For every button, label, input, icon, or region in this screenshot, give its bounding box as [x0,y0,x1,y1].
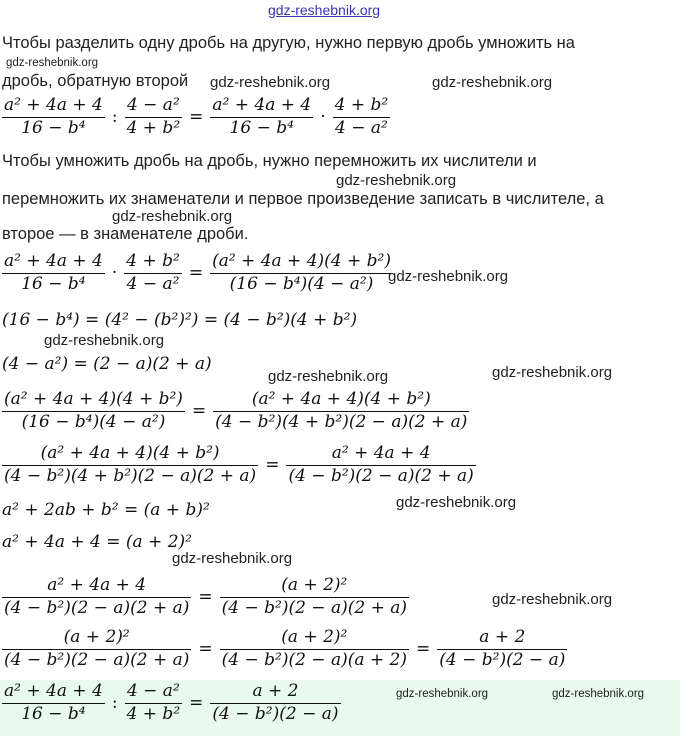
rule-multiply-line-1: Чтобы умножить дробь на дробь, нужно перемножить их числители и [2,152,537,170]
watermark: gdz-reshebnik.org [552,688,645,700]
watermark: gdz-reshebnik.org [268,368,389,385]
fraction-second: $\frac{\text{4 − a²}}{\text{4 + b²}}$ [126,95,181,138]
watermark: gdz-reshebnik.org [492,364,613,381]
equation-factor-a: (4 − a²) = (2 − a)(2 + a) [2,354,212,374]
watermark: gdz-reshebnik.org [388,268,509,285]
watermark: gdz-reshebnik.org [336,172,457,189]
watermark: gdz-reshebnik.org [210,74,331,91]
equation-product: $\frac{\text{a² + 4a + 4}}{\text{16 − b⁴}}$ · $\frac{\text{4 + b²}}{\text{4 − a²}}$ = $\frac{\text{(a² + 4a + 4)(4 + b²)}}{\text{(16 − b⁴)(4 − a²)}}$ [4,251,391,294]
watermark: gdz-reshebnik.org [112,208,233,225]
equation-identity: a² + 2ab + b² = (a + b)² [2,500,210,520]
watermark: gdz-reshebnik.org [172,550,293,567]
rule-divide-line-1: Чтобы разделить одну дробь на другую, нужно первую дробь умножить на [2,34,575,52]
equation-division-to-multiplication: $\frac{\text{a² + 4a + 4}}{\text{16 − b⁴}}$ : $\frac{\text{4 − a²}}{\text{4 + b²}}$ = $\frac{\text{a² + 4a + 4}}{\text{16 − b⁴}}$ · $\frac{\text{4 + b²}}{\text{4 − a²}}$ [4,95,389,138]
equation-square: $\frac{\text{a² + 4a + 4}}{\text{(4 − b²)(2 − a)(2 + a)}}$ = $\frac{\text{(a + 2)²}}{\text{(4 − b²)(2 − a)(2 + a)}}$ [4,575,407,618]
watermark: gdz-reshebnik.org [6,57,99,69]
equation-cancel: $\frac{\text{(a² + 4a + 4)(4 + b²)}}{\text{(4 − b²)(4 + b²)(2 − a)(2 + a)}}$ = $\frac{\text{a² + 4a + 4}}{\text{(4 − b²)(2 − a)(2 + a)}}$ [4,443,474,486]
watermark: gdz-reshebnik.org [396,688,489,700]
rule-divide-line-2: дробь, обратную второй [2,72,189,90]
fraction-first: $\frac{\text{a² + 4a + 4}}{\text{16 − b⁴}}$ [212,95,312,138]
equation-identity-applied: a² + 4a + 4 = (a + 2)² [2,532,192,552]
watermark: gdz-reshebnik.org [432,74,553,91]
equation-reduce: $\frac{\text{(a + 2)²}}{\text{(4 − b²)(2 − a)(2 + a)}}$ = $\frac{\text{(a + 2)²}}{\text{(4 − b²)(2 − a)(a + 2)}}$ = $\frac{a + 2}{\text{(4 − b²)(2 − a)}}$ [4,627,566,670]
equation-final-answer: $\frac{\text{a² + 4a + 4}}{\text{16 − b⁴}}$ : $\frac{\text{4 − a²}}{\text{4 + b²}}$ = $\frac{a + 2}{\text{(4 − b²)(2 − a)}}$ [4,681,339,724]
fraction-first: $\frac{\text{a² + 4a + 4}}{\text{16 − b⁴}}$ [4,95,103,138]
equation-substitution: $\frac{\text{(a² + 4a + 4)(4 + b²)}}{\text{(16 − b⁴)(4 − a²)}}$ = $\frac{\text{(a² + 4a + 4)(4 + b²)}}{\text{(4 − b²)(4 + b²)(2 − a)(2 + a)}}$ [4,389,468,432]
fraction-inverse: $\frac{\text{4 + b²}}{\text{4 − a²}}$ [334,95,389,138]
watermark: gdz-reshebnik.org [492,591,613,608]
watermark: gdz-reshebnik.org [396,494,517,511]
watermark: gdz-reshebnik.org [44,332,165,349]
watermark-top-link[interactable]: gdz-reshebnik.org [268,2,381,18]
rule-multiply-line-2: перемножить их знаменатели и первое произведение записать в числителе, а [2,190,604,208]
rule-multiply-line-3: второе — в знаменателе дроби. [2,225,249,243]
equation-factor-b: (16 − b⁴) = (4² − (b²)²) = (4 − b²)(4 + b²) [2,310,358,330]
